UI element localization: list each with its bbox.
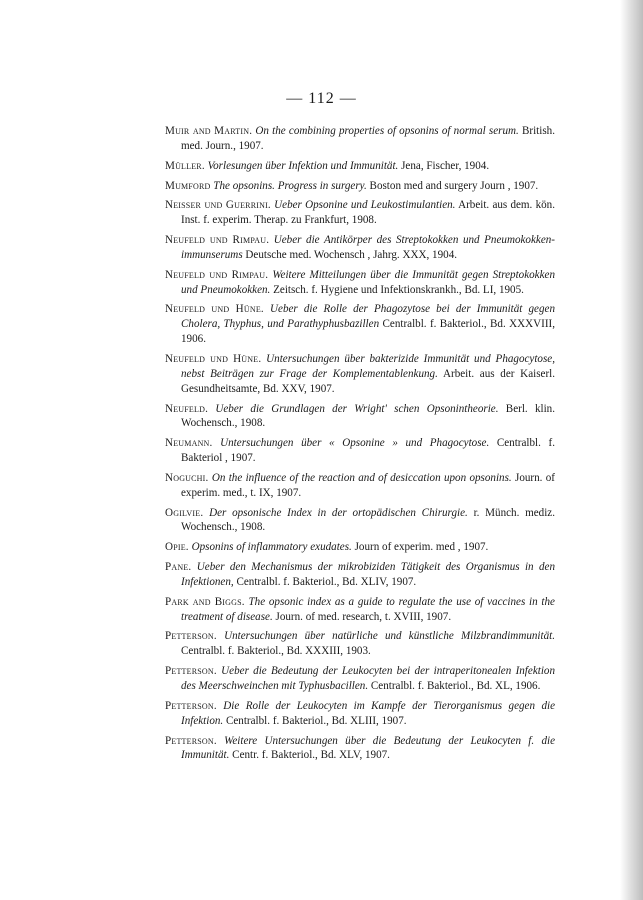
- reference-entry: [165, 179, 555, 194]
- reference-source: Centralbl. f. Bakteriol., Bd. XLIV, 1907.: [236, 575, 417, 588]
- reference-title: Untersuchungen über « Opsonine » und Phagocytose.: [220, 437, 490, 450]
- reference-entry: [165, 629, 555, 659]
- reference-title: Ueber die Rolle der Phagozytose bei der Immunität gegen Cholera, Thyphus, und Parathyphusbazillen: [181, 303, 555, 331]
- reference-title: Ueber Opsonine und Leukostimulantien.: [274, 199, 456, 212]
- reference-source: Centralbl. f. Bakteriol , 1907.: [181, 437, 555, 465]
- reference-entry: [165, 124, 555, 154]
- reference-title: Untersuchungen über natürliche und künstliche Milzbrandimmunität.: [224, 630, 555, 643]
- reference-author: Petterson.: [165, 734, 217, 747]
- reference-author: Opie.: [165, 541, 189, 554]
- reference-author: Pane.: [165, 561, 192, 574]
- reference-source: Centralbl. f. Bakteriol., Bd. XXXIII, 1903.: [181, 645, 371, 658]
- reference-entry: [165, 198, 555, 228]
- reference-source: Centralbl. f. Bakteriol., Bd. XLIII, 1907.: [225, 714, 407, 727]
- reference-author: Muir and Martin.: [165, 125, 253, 137]
- reference-author: Neufeld.: [165, 402, 209, 415]
- reference-author: Neufeld und Hüne.: [165, 303, 264, 316]
- reference-entry: [165, 664, 555, 694]
- reference-author: Ogilvie.: [165, 506, 204, 519]
- reference-title: The opsonic index as a guide to regulate the use of vaccines in the treatment of disease.: [181, 595, 555, 623]
- reference-title: Opsonins of inflammatory exudates.: [191, 541, 352, 554]
- reference-title: Ueber die Grundlagen der Wright' schen Opsonintheorie.: [215, 402, 499, 415]
- reference-title: Vorlesungen über Infektion und Immunität.: [207, 159, 399, 172]
- reference-entry: [165, 268, 555, 298]
- reference-source: Journ. of med. research, t. XVIII, 1907.: [275, 610, 452, 623]
- reference-source: Centralbl. f. Bakteriol., Bd. XXXVIII, 1906.: [181, 318, 556, 346]
- reference-entry: [165, 699, 555, 729]
- reference-author: Müller.: [165, 159, 205, 172]
- reference-entry: [165, 159, 555, 174]
- reference-author: Neufeld und Rimpau.: [165, 234, 270, 247]
- reference-source: Centr. f. Bakteriol., Bd. XLV, 1907.: [232, 749, 390, 762]
- reference-author: Petterson.: [165, 665, 217, 678]
- reference-source: Berl. klin. Wochensch., 1908.: [181, 402, 556, 430]
- reference-author: Neumann.: [165, 437, 213, 450]
- reference-entry: [165, 540, 555, 555]
- reference-list: [165, 124, 555, 768]
- reference-entry: [165, 471, 555, 501]
- reference-title: Weitere Untersuchungen über die Bedeutung der Leukocyten f. die Immunität.: [181, 734, 555, 762]
- reference-author: Petterson.: [165, 699, 217, 712]
- reference-entry: [165, 302, 555, 347]
- reference-source: Deutsche med. Wochensch , Jahrg. XXX, 1904.: [245, 248, 458, 261]
- reference-source: Jena, Fischer, 1904.: [401, 159, 490, 172]
- reference-author: Noguchi.: [165, 471, 209, 484]
- reference-author: Neufeld und Rimpau.: [165, 268, 269, 281]
- reference-source: Centralbl. f. Bakteriol., Bd. XL, 1906.: [370, 680, 541, 692]
- reference-title: Untersuchungen über bakterizide Immunität und Phagocytose, nebst Beiträgen zur Frage der Komplementablenkung.: [181, 352, 555, 380]
- reference-entry: [165, 352, 555, 397]
- reference-title: Weitere Mitteilungen über die Immunität gegen Streptokokken und Pneumokokken.: [181, 268, 556, 296]
- reference-source: British. med. Journ., 1907.: [181, 125, 555, 152]
- reference-author: Neufeld und Hüne.: [165, 352, 262, 365]
- reference-title: Ueber die Antikörper des Streptokokken und Pneumokokken-immunserums: [181, 234, 555, 261]
- reference-title: The opsonins. Progress in surgery.: [213, 179, 367, 192]
- reference-entry: [165, 595, 555, 625]
- reference-entry: [165, 560, 555, 590]
- reference-source: Arbeit. aus dem. kön. Inst. f. experim. Therap. zu Frankfurt, 1908.: [181, 199, 555, 227]
- reference-source: Arbeit. aus der Kaiserl. Gesundheitsamte, Bd. XXV, 1907.: [181, 367, 555, 395]
- reference-title: On the influence of the reaction and of desiccation upon opsonins.: [211, 471, 512, 484]
- reference-source: r. Münch. mediz. Wochensch., 1908.: [181, 506, 556, 534]
- page-number: — 112 —: [286, 90, 357, 107]
- reference-title: Ueber den Mechanismus der mikrobiziden Tätigkeit des Organismus in den Infektionen,: [181, 561, 555, 588]
- reference-author: Mumford: [165, 179, 211, 192]
- reference-title: Ueber die Bedeutung der Leukocyten bei der intraperitonealen Infektion des Meerschweinchen mit Typhusbacillen.: [181, 665, 555, 692]
- reference-entry: [165, 506, 555, 536]
- reference-entry: [165, 436, 555, 466]
- reference-title: Der opsonische Index in der ortopädischen Chirurgie.: [209, 506, 468, 519]
- reference-entry: [165, 402, 555, 432]
- reference-entry: [165, 233, 555, 263]
- reference-author: Park and Biggs.: [165, 595, 245, 608]
- reference-source: Boston med and surgery Journ , 1907.: [369, 179, 539, 192]
- reference-title: Die Rolle der Leukocyten im Kampfe der Tierorganismus gegen die Infektion.: [181, 699, 555, 727]
- reference-source: Journ. of experim. med., t. IX, 1907.: [181, 471, 555, 499]
- reference-author: Neisser und Guerrini.: [165, 199, 271, 212]
- reference-source: Journ of experim. med , 1907.: [354, 541, 489, 554]
- reference-source: Zeitsch. f. Hygiene und Infektionskrankh., Bd. LI, 1905.: [273, 283, 524, 296]
- reference-title: On the combining properties of opsonins of normal serum.: [255, 125, 519, 137]
- reference-author: Petterson.: [165, 630, 217, 643]
- reference-entry: [165, 734, 555, 764]
- page-edge-shadow: [620, 0, 643, 900]
